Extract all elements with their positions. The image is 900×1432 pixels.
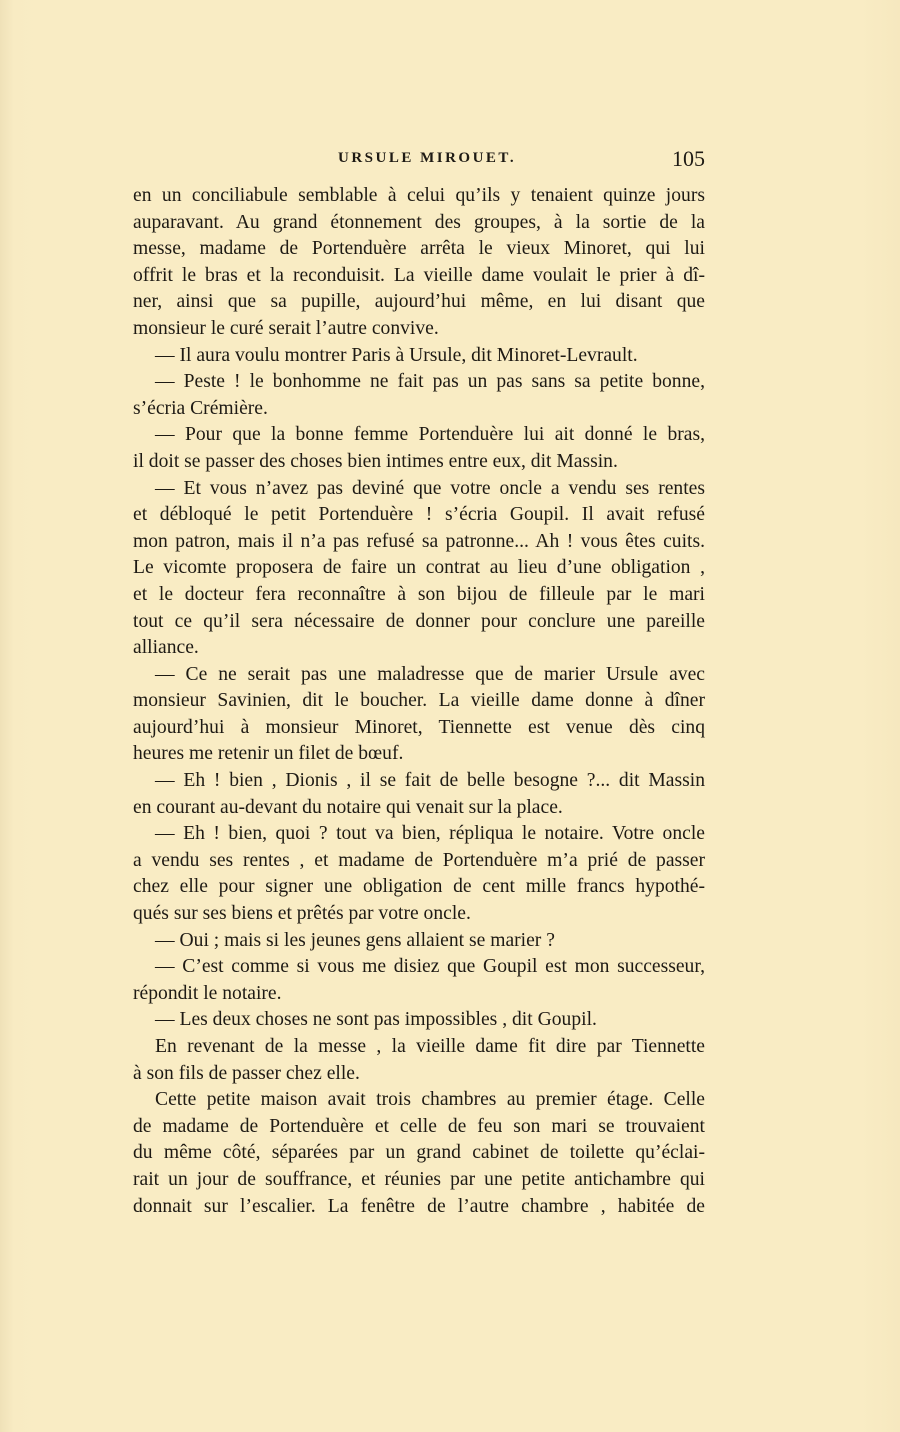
text-line: — Eh ! bien , Dionis , il se fait de belle besogne ?... dit Massin — [155, 770, 705, 792]
text-line: en un conciliabule semblable à celui qu’ils y tenaient quinze jours — [133, 185, 705, 206]
text-line: heures me retenir un filet de bœuf. — [133, 743, 404, 765]
text-line: offrit le bras et la reconduisit. La vieille dame voulait le prier à dî- — [133, 264, 705, 286]
text-line: — Eh ! bien, quoi ? tout va bien, répliqua le notaire. Votre oncle — [155, 823, 705, 845]
page-header — [133, 146, 705, 174]
text-line: monsieur le curé serait l’autre convive. — [133, 317, 439, 339]
text-line: — Peste ! le bonhomme ne fait pas un pas sans sa petite bonne, — [155, 371, 705, 393]
text-line: et le docteur fera reconnaître à son bijou de filleule par le mari — [133, 583, 705, 605]
text-line: chez elle pour signer une obligation de cent mille francs hypothé- — [133, 876, 705, 898]
text-line: En revenant de la messe , la vieille dame fit dire par Tiennette — [155, 1036, 705, 1057]
text-line: — Il aura voulu montrer Paris à Ursule, dit Minoret-Levrault. — [155, 344, 638, 366]
text-line: messe, madame de Portenduère arrêta le vieux Minoret, qui lui — [133, 238, 705, 260]
text-line: il doit se passer des choses bien intimes entre eux, dit Massin. — [133, 450, 618, 472]
text-line: — Les deux choses ne sont pas impossibles , dit Goupil. — [155, 1009, 597, 1031]
text-line: — Et vous n’avez pas deviné que votre oncle a vendu ses rentes — [155, 477, 705, 499]
text-line: — Ce ne serait pas une maladresse que de marier Ursule avec — [155, 663, 705, 685]
text-line: ner, ainsi que sa pupille, aujourd’hui même, en lui disant que — [133, 291, 705, 313]
text-line: — Oui ; mais si les jeunes gens allaient se marier ? — [155, 929, 555, 951]
text-line: — C’est comme si vous me disiez que Goupil est mon successeur, — [155, 956, 705, 978]
text-line: rait un jour de souffrance, et réunies par une petite antichambre qui — [133, 1168, 705, 1190]
text-line: de madame de Portenduère et celle de feu son mari se trouvaient — [133, 1115, 705, 1137]
text-line: auparavant. Au grand étonnement des groupes, à la sortie de la — [133, 211, 705, 233]
text-line: du même côté, séparées par un grand cabinet de toilette qu’éclai- — [133, 1142, 705, 1164]
text-line: qués sur ses biens et prêtés par votre oncle. — [133, 903, 471, 925]
text-line: Cette petite maison avait trois chambres au premier étage. Celle — [155, 1089, 705, 1111]
text-line: aujourd’hui à monsieur Minoret, Tiennette est venue dès cinq — [133, 716, 705, 738]
text-line: s’écria Crémière. — [133, 397, 268, 419]
text-line: en courant au-devant du notaire qui venait sur la place. — [133, 796, 563, 818]
text-line: et débloqué le petit Portenduère ! s’écria Goupil. Il avait refusé — [133, 504, 705, 526]
text-line: répondit le notaire. — [133, 982, 282, 1004]
text-line: donnait sur l’escalier. La fenêtre de l’autre chambre , habitée de — [133, 1195, 705, 1217]
text-line: mon patron, mais il n’a pas refusé sa patronne... Ah ! vous êtes cuits. — [133, 530, 705, 552]
text-line: a vendu ses rentes , et madame de Portenduère m’a prié de passer — [133, 849, 705, 871]
text-line: tout ce qu’il sera nécessaire de donner pour conclure une pareille — [133, 610, 705, 632]
text-line: Le vicomte proposera de faire un contrat au lieu d’une obligation , — [133, 557, 705, 579]
text-line: — Pour que la bonne femme Portenduère lui ait donné le bras, — [155, 424, 705, 446]
page-number: 105 — [672, 146, 705, 171]
body-text — [133, 183, 705, 1220]
text-line: monsieur Savinien, dit le boucher. La vieille dame donne à dîner — [133, 690, 705, 712]
text-line: alliance. — [133, 637, 199, 659]
text-line: à son fils de passer chez elle. — [133, 1062, 360, 1084]
running-title: URSULE MIROUET. — [338, 150, 517, 166]
